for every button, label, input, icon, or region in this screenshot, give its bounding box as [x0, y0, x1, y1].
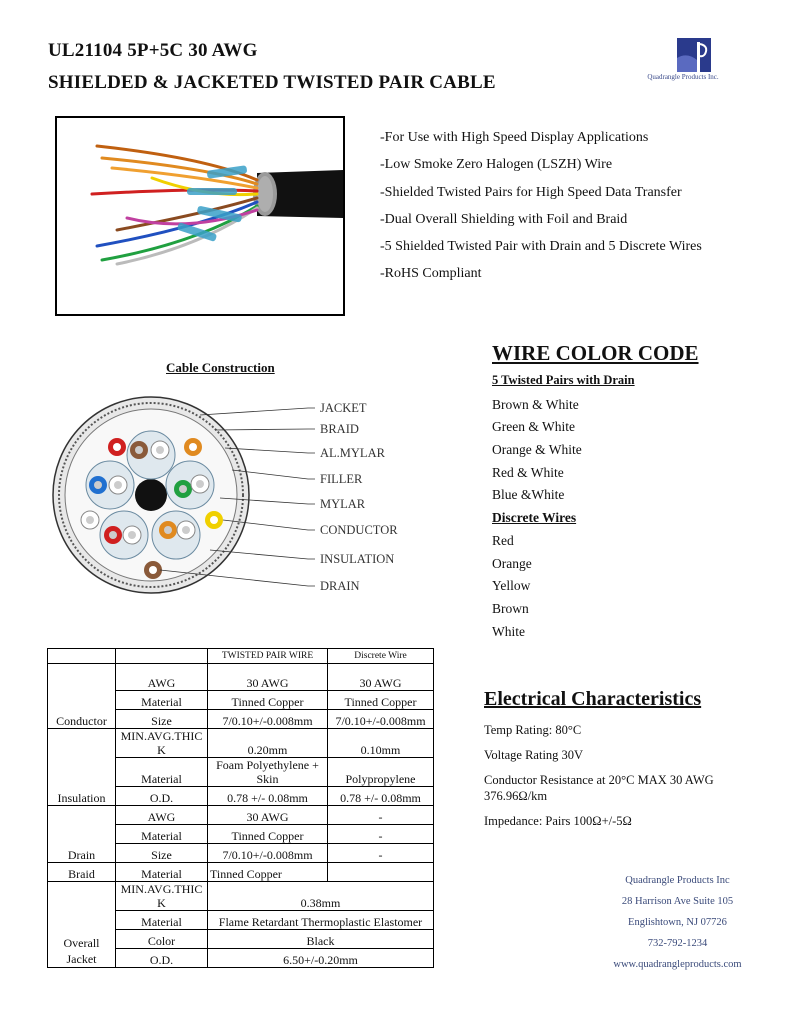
electrical-list [484, 722, 734, 838]
pair-right [166, 461, 214, 509]
cell-value: 6.50+/-0.20mm [208, 949, 434, 968]
row-label: MIN.AVG.THICK [116, 882, 208, 911]
cell-dw: 0.10mm [328, 729, 434, 758]
feature-item: -5 Shielded Twisted Pair with Drain and 5 Discrete Wires [380, 239, 702, 255]
row-label: AWG [116, 806, 208, 825]
electrical-item: Conductor Resistance at 20°C MAX 30 AWG 376.96Ω/km [484, 773, 714, 803]
cable-construction-title: Cable Construction [166, 360, 275, 375]
row-label: MIN.AVG.THICK [116, 729, 208, 758]
label-al-mylar: AL.MYLAR [320, 446, 385, 460]
cell-dw: 7/0.10+/-0.008mm [328, 710, 434, 729]
electrical-item: Voltage Rating 30V [484, 748, 584, 762]
electrical-item: Temp Rating: 80°C [484, 723, 582, 737]
cell-tp: Tinned Copper [208, 825, 328, 844]
cell-value: Black [208, 930, 434, 949]
cable-photo [55, 116, 345, 316]
cell-dw: - [328, 844, 434, 863]
table-row [48, 806, 434, 825]
discrete-color: White [492, 623, 525, 639]
discrete-color: Yellow [492, 578, 531, 594]
cell-dw: 0.78 +/- 0.08mm [328, 787, 434, 806]
phone: 732-792-1234 [647, 938, 708, 949]
cell-value: 0.38mm [208, 882, 434, 911]
label-braid: BRAID [320, 422, 359, 436]
electrical-item: Impedance: Pairs 100Ω+/-5Ω [484, 814, 632, 828]
cell-tp: Foam Polyethylene + Skin [208, 758, 328, 787]
table-row [48, 882, 434, 911]
row-label: Size [116, 710, 208, 729]
cell-tp: 7/0.10+/-0.008mm [208, 844, 328, 863]
discrete-color: Brown [492, 600, 529, 616]
company-logo [677, 38, 711, 72]
row-label: Color [116, 930, 208, 949]
label-conductor: CONDUCTOR [320, 523, 398, 537]
page-title: UL21104 5P+5C 30 AWG [48, 40, 258, 61]
row-label: Size [116, 844, 208, 863]
pair-color: Red & White [492, 464, 564, 480]
feature-item: -For Use with High Speed Display Applications [380, 130, 649, 145]
discrete-color: Red [492, 532, 514, 548]
city-line: Englishtown, NJ 07726 [628, 917, 727, 928]
group-drain: Drain [48, 806, 116, 863]
label-jacket: JACKET [320, 401, 367, 415]
label-filler: FILLER [320, 472, 363, 486]
contact-block [590, 870, 765, 975]
table-row [48, 664, 434, 691]
wire-color-code-list [492, 371, 635, 643]
table-row [48, 863, 434, 882]
cell-dw: - [328, 806, 434, 825]
row-label: Material [116, 863, 208, 882]
row-label: O.D. [116, 787, 208, 806]
row-label: AWG [116, 664, 208, 691]
cell-tp: 0.20mm [208, 729, 328, 758]
pair-color: Orange & White [492, 442, 582, 458]
row-label: Material [116, 911, 208, 930]
feature-item: -Dual Overall Shielding with Foil and Braid [380, 211, 628, 227]
cell-tp: 30 AWG [208, 664, 328, 691]
pair-bottom-left [100, 511, 148, 559]
pairs-heading: 5 Twisted Pairs with Drain [492, 373, 635, 387]
pair-color: Blue &White [492, 487, 565, 503]
website-link[interactable]: www.quadrangleproducts.com [613, 959, 742, 970]
address-line: 28 Harrison Ave Suite 105 [621, 896, 734, 907]
group-conductor: Conductor [48, 664, 116, 729]
cable-cross-section-diagram [40, 380, 440, 620]
discrete-color: Orange [492, 555, 532, 571]
spec-table [47, 648, 434, 968]
pair-color: Brown & White [492, 396, 579, 412]
row-label: Material [116, 691, 208, 710]
discrete-heading: Discrete Wires [492, 510, 577, 526]
table-header-row [48, 649, 434, 664]
cell-dw: Polypropylene [328, 758, 434, 787]
company-name: Quadrangle Products Inc [625, 875, 730, 886]
feature-item: -RoHS Compliant [380, 266, 482, 282]
cell-tp: 7/0.10+/-0.008mm [208, 710, 328, 729]
cell-dw: 30 AWG [328, 664, 434, 691]
row-label: O.D. [116, 949, 208, 968]
cell-dw: - [328, 825, 434, 844]
cell-tp: Tinned Copper [208, 863, 328, 882]
label-insulation: INSULATION [320, 552, 395, 566]
table-row [48, 729, 434, 758]
label-mylar: MYLAR [320, 497, 366, 511]
header-discrete: Discrete Wire [328, 649, 434, 664]
feature-item: -Low Smoke Zero Halogen (LSZH) Wire [380, 157, 613, 173]
group-braid: Braid [48, 863, 116, 882]
cell-tp: Tinned Copper [208, 691, 328, 710]
row-label: Material [116, 825, 208, 844]
logo-text: Quadrangle Products Inc. [647, 73, 719, 81]
cable-photo-illustration [57, 118, 343, 314]
cell-dw: Tinned Copper [328, 691, 434, 710]
pair-top [127, 431, 175, 479]
header-twisted-pair: TWISTED PAIR WIRE [208, 649, 328, 664]
pair-color: Green & White [492, 419, 575, 435]
row-label: Material [116, 758, 208, 787]
group-insulation: Insulation [48, 729, 116, 806]
electrical-title: Electrical Characteristics [484, 688, 702, 710]
feature-list [380, 124, 702, 288]
pair-left [86, 461, 134, 509]
wire-color-code-title: WIRE COLOR CODE [492, 341, 699, 365]
group-overall-jacket: Overall Jacket [48, 882, 116, 968]
cell-value: Flame Retardant Thermoplastic Elastomer [208, 911, 434, 930]
cell-tp: 0.78 +/- 0.08mm [208, 787, 328, 806]
feature-item: -Shielded Twisted Pairs for High Speed Data Transfer [380, 184, 682, 200]
label-drain: DRAIN [320, 579, 360, 593]
cell-tp: 30 AWG [208, 806, 328, 825]
page-subtitle: SHIELDED & JACKETED TWISTED PAIR CABLE [48, 72, 496, 93]
pair-bottom-right [152, 511, 200, 559]
